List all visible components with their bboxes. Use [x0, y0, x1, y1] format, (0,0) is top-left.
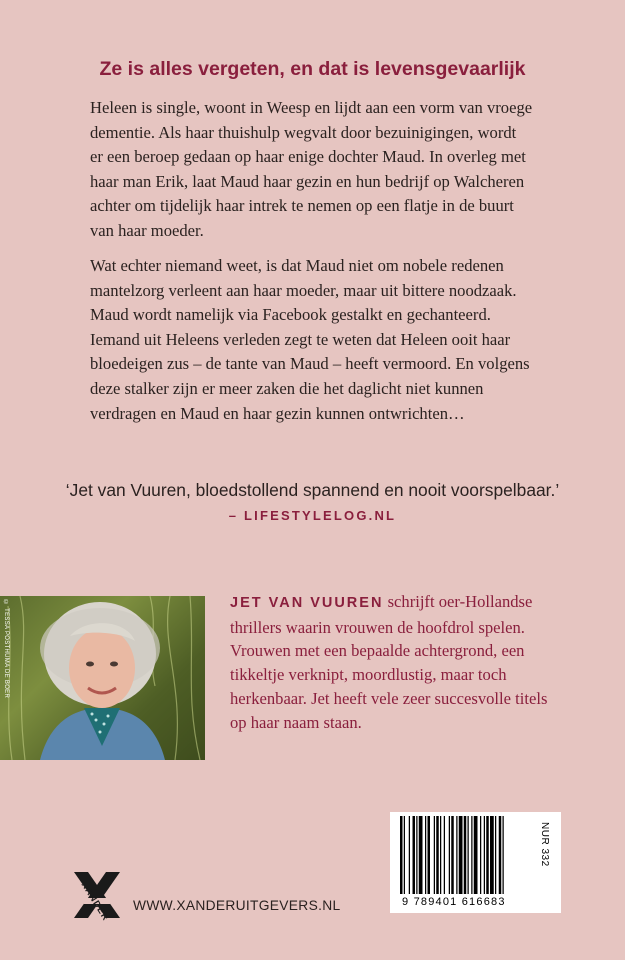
barcode-bar [503, 816, 504, 894]
barcode-bar [425, 816, 426, 894]
author-portrait-image [0, 596, 205, 760]
barcode-bar [484, 816, 485, 894]
publisher-website: WWW.XANDERUITGEVERS.NL [133, 898, 341, 913]
author-name: JET VAN VUUREN [230, 595, 384, 611]
barcode-bar [456, 816, 457, 894]
isbn-number: 9 789401 616683 [402, 896, 506, 908]
review-quote: ‘Jet van Vuuren, bloedstollend spannend en nooit voorspelbaar.’ [65, 480, 560, 500]
barcode-bar [490, 816, 494, 894]
barcode-bar [486, 816, 489, 894]
barcode-bar [440, 816, 441, 894]
barcode-bar [474, 816, 478, 894]
barcode-bars [398, 816, 538, 900]
barcode-bar [419, 816, 423, 894]
barcode-bar [400, 816, 403, 894]
review-source: – LIFESTYLELOG.NL [228, 508, 397, 523]
barcode-bar [495, 816, 496, 894]
barcode-bar [499, 816, 502, 894]
nur-code: NUR 332 [539, 822, 550, 867]
barcode-bar [471, 816, 472, 894]
barcode-bar [404, 816, 405, 894]
barcode-bar [468, 816, 469, 894]
barcode [390, 812, 561, 913]
author-bio: JET VAN VUUREN schrijft oer-Hollandse thrillers waarin vrouwen de hoofdrol spelen. Vrouwen met een bepaalde achtergrond, een tikkeltje verknipt, moordlustig, maar toch herkenbaar. Jet heeft vele zeer succesvolle titels op haar naam staan. [230, 592, 548, 732]
blurb-paragraph-1: Heleen is single, woont in Weesp en lijdt aan een vorm van vroege dementie. Als haar thuishulp wegvalt door bezuinigingen, wordt er een beroep gedaan op haar enige dochter Maud. In overleg met haar man Erik, laat Maud haar gezin en hun bedrijf op Walcheren achter om tijdelijk haar intrek te nemen op een flatje in de buurt van haar moeder. [90, 98, 533, 240]
barcode-bar [449, 816, 450, 894]
barcode-bar [416, 816, 417, 894]
barcode-bar [464, 816, 467, 894]
barcode-bar [428, 816, 431, 894]
photo-credit: © TESSA POSTHUMA DE BOER [3, 600, 9, 699]
barcode-bar [413, 816, 416, 894]
barcode-bar [480, 816, 481, 894]
barcode-bar [409, 816, 410, 894]
headline: Ze is alles vergeten, en dat is levensgevaarlijk [99, 58, 526, 80]
author-photo [0, 596, 205, 760]
barcode-bar [459, 816, 463, 894]
xander-logo-text: XANDER [79, 880, 112, 923]
barcode-bar [436, 816, 439, 894]
barcode-bar [451, 816, 454, 894]
barcode-bar [444, 816, 445, 894]
blurb-paragraph-2: Wat echter niemand weet, is dat Maud niet om nobele redenen mantelzorg verleent aan haar moeder, maar uit bittere noodzaak. Maud wordt namelijk via Facebook gestalkt en gechanteerd. Iemand uit Heleens verleden zegt te weten dat Heleen ooit haar bloedeigen zus – de tante van Maud – heeft vermoord. En volgens deze stalker zijn er meer zaken die het daglicht niet kunnen verdragen en Maud en haar gezin kunnen ontwrichten… [90, 256, 530, 423]
barcode-bar [434, 816, 435, 894]
